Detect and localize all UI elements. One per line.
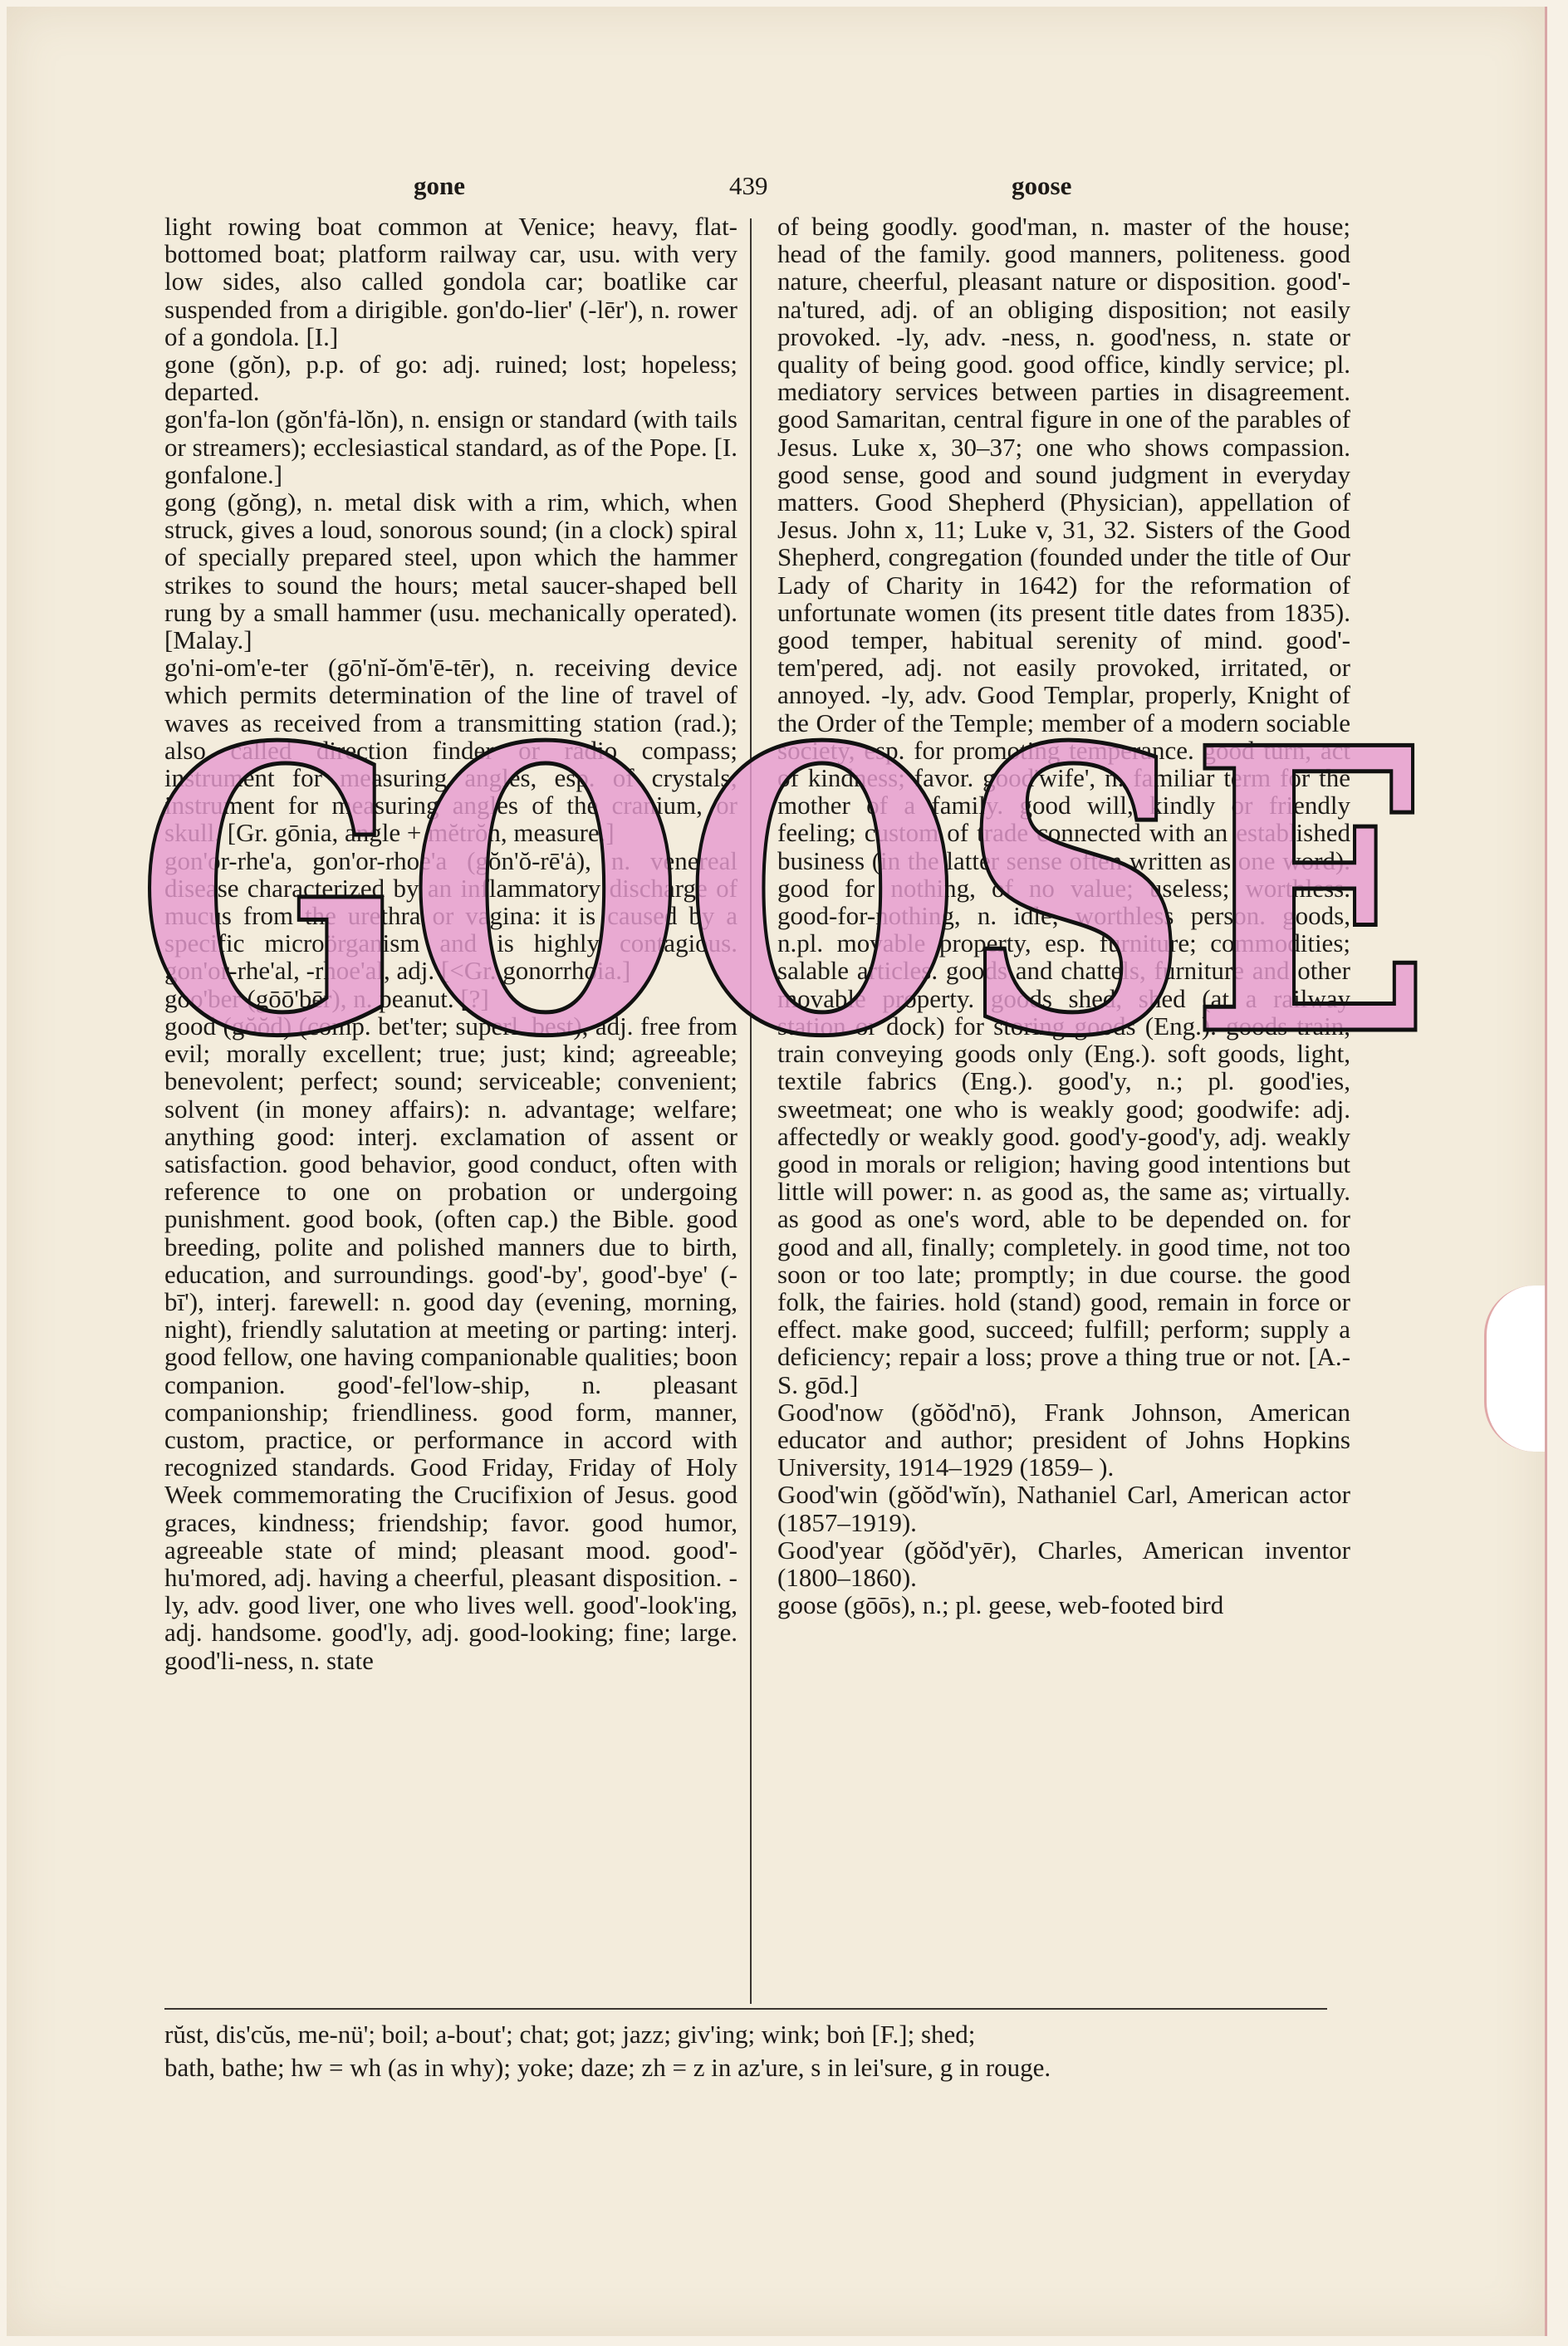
right-column (777, 213, 1350, 1619)
entry-gonorrhea: gon'or-rhe'a, gon'or-rhoe'a (gŏn'ŏ-rē'ȧ), n. venereal disease characterized by an inflammatory discharge of mucus from the urethra or vagina: it is caused by a specific microörganism and is highly contagious. gon'or-rhe'al, -rhoe'al, adj. [<Gr. gonorrhoia.] (164, 845, 737, 986)
pronunciation-key-line-1: rŭst, dis'cŭs, me-nü'; boil; a-bout'; chat; got; jazz; giv'ing; wink; boṅ [F.]; shed; (164, 2020, 976, 2049)
entry-gong: gong (gŏng), n. metal disk with a rim, which, when struck, gives a loud, sonorous sound; (in a clock) spiral of specially prepared steel, upon which the hammer strikes to sound the hours; metal saucer-shaped bell rung by a small hammer (usu. mechanically operated). [Malay.] (164, 487, 737, 655)
entry-goose: goose (gōōs), n.; pl. geese, web-footed bird (777, 1590, 1224, 1620)
entry-goodwin: Good'win (gŏŏd'wĭn), Nathaniel Carl, American actor (1857–1919). (777, 1480, 1350, 1537)
dictionary-page (7, 7, 1547, 2336)
left-guide-word: gone (414, 171, 465, 200)
bottom-rule (164, 2008, 1327, 2010)
page-header (164, 171, 1327, 204)
entry-good-cont: of being goodly. good'man, n. master of the house; head of the family. good manners, politeness. good nature, cheerful, pleasant nature or disposition. good'-na'tured, adj. of an obliging disposition; not easily provoked. -ly, adv. -ness, n. good'ness, n. state or quality of being good. good office, kindly service; pl. mediatory services between parties in disagreement. good Samaritan, central figure in one of the parables of Jesus. Luke x, 30–37; one who shows compassion. good sense, good and sound judgment in everyday matters. Good Shepherd (Physician), appellation of Jesus. John x, 11; Luke v, 31, 32. Sisters of the Good Shepherd, congregation (founded under the title of Our Lady of Charity in 1642) for the reformation of unfortunate women (its present title dates from 1835). good temper, habitual serenity of mind. good'-tem'pered, adj. not easily provoked, irritated, or annoyed. -ly, adv. Good Templar, properly, Knight of the Order of the Temple; member of a modern sociable society, esp. for promoting temperance. good turn, act of kindness; favor. good'wife', n. familiar term for the mother of a family. good will, kindly or friendly feeling; custom of trade connected with an established business (in the latter sense often written as one word). good for nothing, of no value; useless; worthless. good-for-nothing, n. idle, worthless person. goods, n.pl. movable property, esp. furniture; commodities; salable articles. goods and chattels, furniture and other movable property. goods shed, shed (at a railway station or dock) for storing goods (Eng.). goods train, train conveying goods only (Eng.). soft goods, light, textile fabrics (Eng.). good'y, n.; pl. good'ies, sweetmeat; one who is weakly good; goodwife: adj. affectedly or weakly good. good'y-good'y, adj. weakly good in morals or religion; having good intentions but little will power: n. as good as, the same as; virtually. as good as one's word, able to be depended on. for good and all, finally; completely. in good time, not too soon or too late; promptly; in due course. the good folk, the fairies. hold (stand) good, remain in force or effect. make good, succeed; fulfill; perform; supply a deficiency; repair a loss; prove a thing true or not. [A.-S. gōd.] (777, 212, 1350, 1399)
entry-goodnow: Good'now (gŏŏd'nō), Frank Johnson, American educator and author; president of Johns Hopkins University, 1914–1929 (1859– ). (777, 1397, 1350, 1482)
entry-gonfalon: gon'fa-lon (gŏn'fȧ-lŏn), n. ensign or standard (with tails or streamers); ecclesiastical standard, as of the Pope. [I. gonfalone.] (164, 404, 737, 489)
entry-goober: goo'ber (gōō'bēr), n. peanut. [?] (164, 983, 489, 1013)
entry-goodyear: Good'year (gŏŏd'yēr), Charles, American inventor (1800–1860). (777, 1535, 1350, 1592)
entry-good: good (gŏŏd) (comp. bet'ter; superl. best), adj. free from evil; morally excellent; true; just; kind; agreeable; benevolent; perfect; sound; serviceable; convenient; solvent (in money affairs): n. advantage; welfare; anything good: interj. exclamation of assent or satisfaction. good behavior, good conduct, often with reference to one on probation or undergoing punishment. good book, (often cap.) the Bible. good breeding, polite and polished manners due to birth, education, and surroundings. good'-by', good'-bye' (-bī'), interj. farewell: n. good day (evening, morning, night), friendly salutation at meeting or parting: interj. good fellow, one having companionable qualities; boon companion. good'-fel'low-ship, n. pleasant companionship; friendliness. good form, manner, custom, practice, or performance in accord with recognized standards. Good Friday, Friday of Holy Week commemorating the Crucifixion of Jesus. good graces, kindness; friendship; favor. good humor, agreeable state of mind; pleasant mood. good'-hu'mored, adj. having a cheerful, pleasant disposition. -ly, adv. good liver, one who lives well. good'-look'ing, adj. handsome. good'ly, adj. good-looking; fine; large. good'li-ness, n. state (164, 1011, 737, 1675)
pronunciation-key-line-2: bath, bathe; hw = wh (as in why); yoke; daze; zh = z in az'ure, s in lei'sure, g in rouge. (164, 2053, 1051, 2082)
column-divider (750, 218, 752, 2004)
entry-goniometer: go'ni-om'e-ter (gō'nĭ-ŏm'ē-tēr), n. receiving device which permits determination of the line of travel of waves as received from a transmitting station (rad.); also called direction finder or radio compass; instrument for measuring angles, esp. of crystals; instrument for measuring angles of the cranium, or skull. [Gr. gōnia, angle + mĕtrŏn, measure.] (164, 653, 737, 848)
goose-overlay-word: GOOSE (136, 664, 1432, 1122)
page-number: 439 (729, 171, 768, 200)
entry-gone: gone (gŏn), p.p. of go: adj. ruined; lost; hopeless; departed. (164, 350, 737, 407)
left-column (164, 213, 737, 1674)
right-guide-word: goose (1012, 171, 1072, 200)
pronunciation-key (164, 2018, 1327, 2084)
page-notch (1484, 1286, 1547, 1452)
entry-gondola-cont: light rowing boat common at Venice; heavy, flat-bottomed boat; platform railway car, usu. with very low sides, also called gondola car; boatlike car suspended from a dirigible. gon'do-lier' (-lēr'), n. rower of a gondola. [I.] (164, 212, 737, 351)
